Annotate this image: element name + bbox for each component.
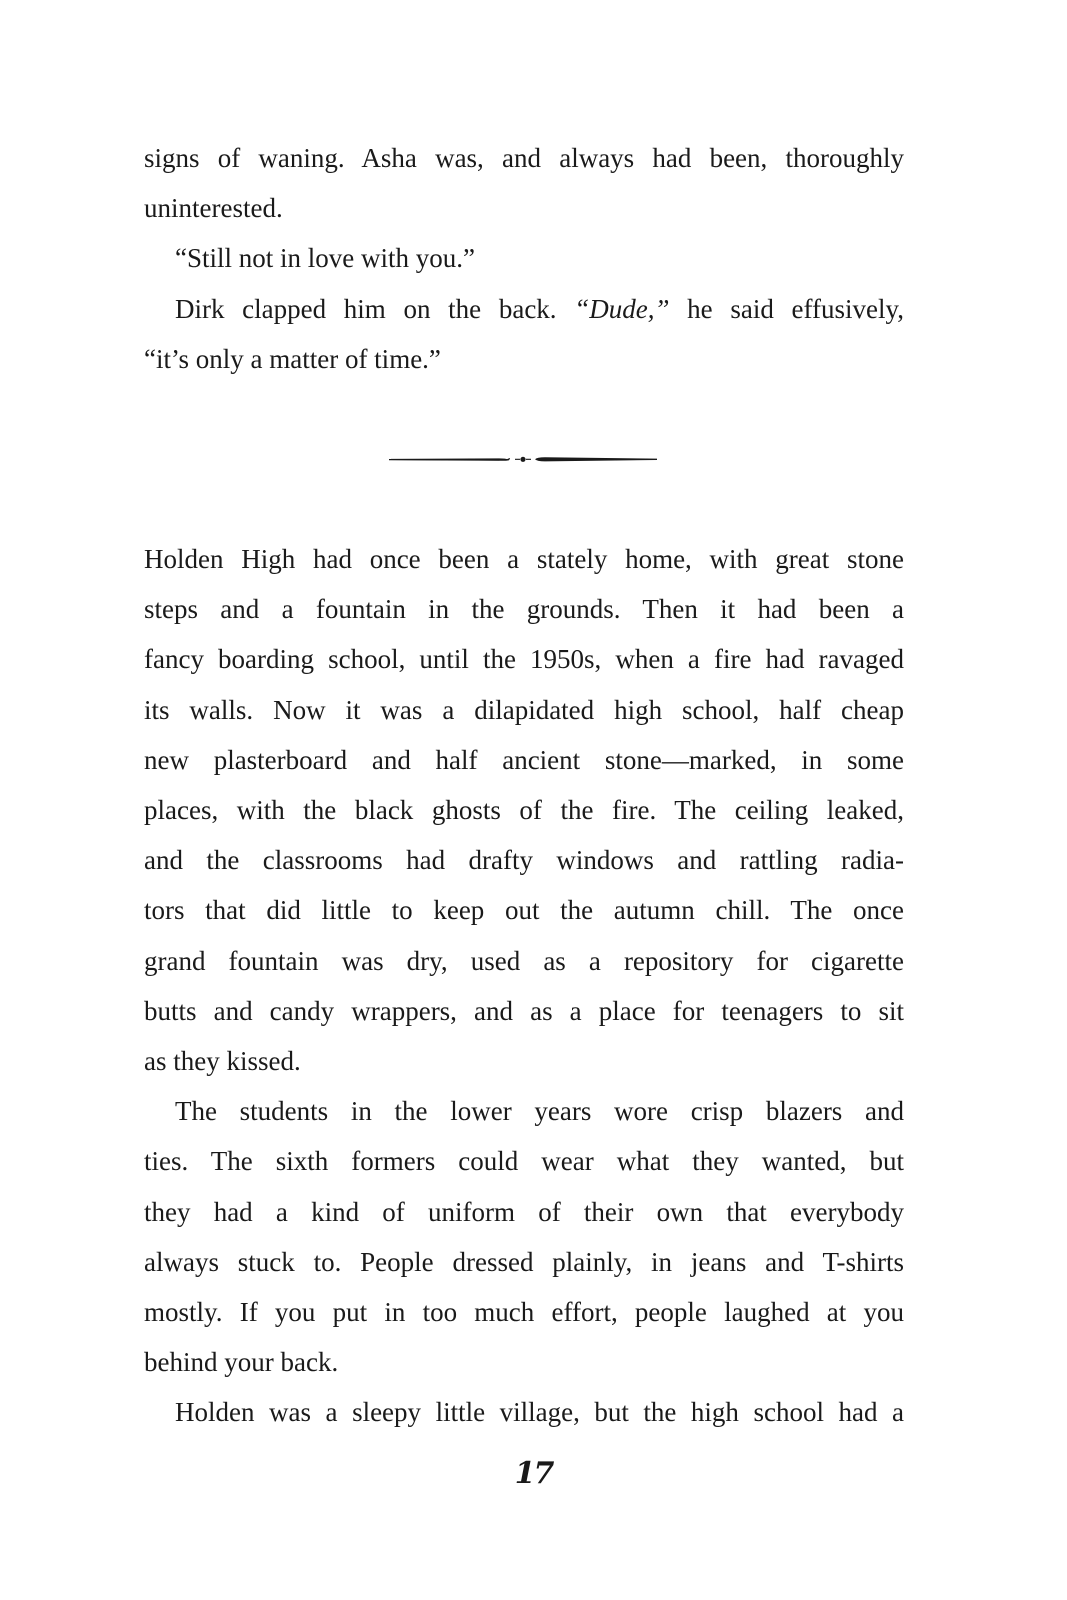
text-line: butts and candy wrappers, and as a place for teenagers to sit bbox=[144, 995, 904, 1026]
text-line: tors that did little to keep out the autumn chill. The once bbox=[144, 895, 904, 926]
section-break-ornament-icon bbox=[387, 447, 659, 471]
text-line: new plasterboard and half ancient stone—marked, in some bbox=[144, 744, 904, 775]
text-line: “Still not in love with you.” bbox=[175, 243, 475, 274]
text-line: Holden High had once been a stately home, with great stone bbox=[144, 544, 904, 574]
text-line: places, with the black ghosts of the fire. The ceiling leaked, bbox=[144, 795, 904, 826]
page-number: 17 bbox=[514, 1456, 553, 1491]
text-line: they had a kind of uniform of their own that everybody bbox=[144, 1196, 904, 1227]
text-run: he said effusively, bbox=[669, 293, 904, 324]
text-line: fancy boarding school, until the 1950s, when a fire had ravaged bbox=[144, 644, 904, 675]
text-line: as they kissed. bbox=[144, 1046, 301, 1077]
text-line: grand fountain was dry, used as a repository for cigarette bbox=[144, 945, 904, 976]
text-line: its walls. Now it was a dilapidated high school, half cheap bbox=[144, 694, 904, 725]
text-line: steps and a fountain in the grounds. Then it had been a bbox=[144, 594, 904, 625]
text-line: behind your back. bbox=[144, 1347, 339, 1378]
text-run: Dirk clapped him on the back. bbox=[175, 293, 575, 324]
text-section-2 bbox=[144, 534, 904, 1438]
text-section-1 bbox=[144, 133, 904, 384]
text-line: and the classrooms had drafty windows and rattling radia- bbox=[144, 845, 904, 876]
text-line: signs of waning. Asha was, and always had been, thoroughly bbox=[144, 143, 904, 173]
text-line: mostly. If you put in too much effort, people laughed at you bbox=[144, 1297, 904, 1328]
text-line: Holden was a sleepy little village, but the high school had a bbox=[175, 1397, 904, 1428]
text-line: The students in the lower years wore crisp blazers and bbox=[175, 1096, 904, 1127]
text-line: uninterested. bbox=[144, 193, 283, 224]
text-line: “it’s only a matter of time.” bbox=[144, 343, 441, 374]
text-line: always stuck to. People dressed plainly, in jeans and T-shirts bbox=[144, 1246, 904, 1277]
text-line: ties. The sixth formers could wear what they wanted, but bbox=[144, 1146, 904, 1177]
text-line bbox=[144, 284, 904, 334]
italic-text-run: “Dude,” bbox=[574, 293, 670, 324]
